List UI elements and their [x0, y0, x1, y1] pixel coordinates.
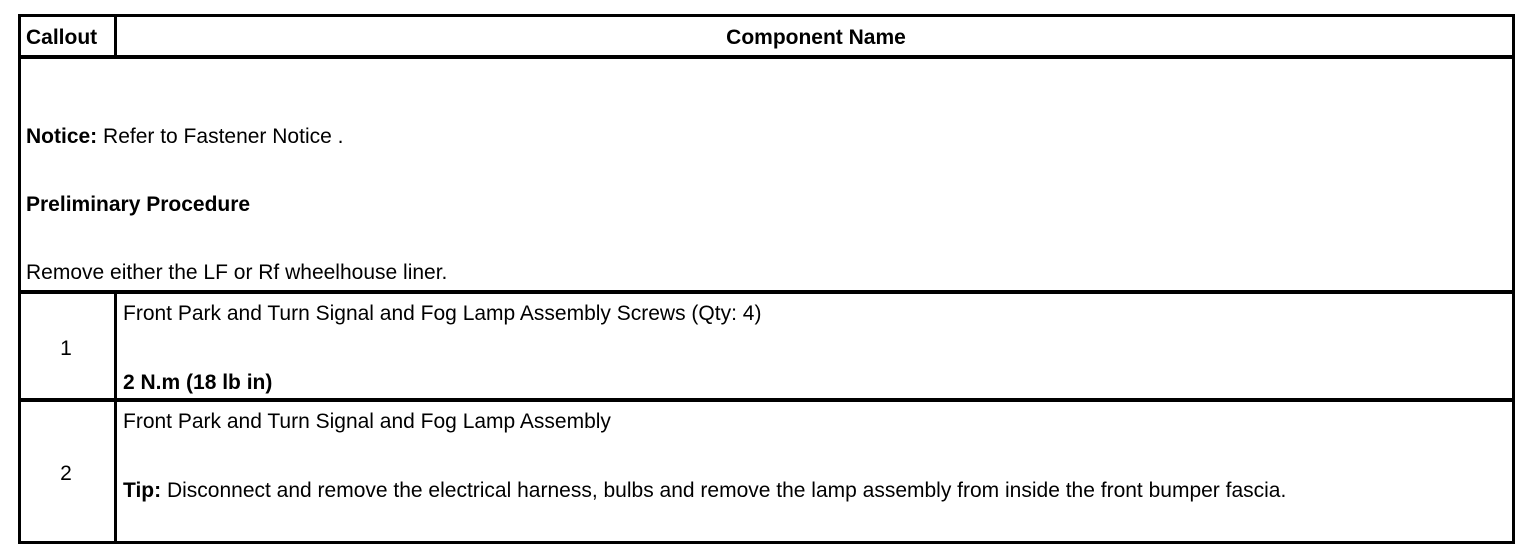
- row-1-divider: [114, 292, 117, 400]
- prelim-heading: Preliminary Procedure: [26, 193, 251, 216]
- row-1-border: [18, 398, 1515, 402]
- row-2-tip: [123, 480, 1286, 501]
- intro-row-border: [18, 290, 1515, 294]
- tip-text: Disconnect and remove the electrical harness, bulbs and remove the lamp assembly from inside the front bumper fascia.: [161, 479, 1287, 502]
- header-component-name: Component Name: [726, 26, 906, 49]
- row-2-name: Front Park and Turn Signal and Fog Lamp Assembly: [123, 410, 611, 433]
- row-1-callout: 1: [60, 337, 72, 360]
- row-1-torque: 2 N.m (18 lb in): [123, 371, 273, 394]
- notice-label: Notice:: [26, 125, 98, 148]
- header-row-border: [18, 55, 1515, 59]
- row-2-callout: 2: [60, 462, 72, 485]
- tip-label: Tip:: [123, 479, 162, 502]
- row-1-name: Front Park and Turn Signal and Fog Lamp Assembly Screws (Qty: 4): [123, 302, 762, 325]
- row-2-divider: [114, 400, 117, 542]
- notice-text: Refer to Fastener Notice .: [97, 125, 344, 148]
- prelim-step: Remove either the LF or Rf wheelhouse liner.: [26, 261, 448, 284]
- header-callout: Callout: [26, 26, 98, 49]
- notice-line: [26, 126, 343, 147]
